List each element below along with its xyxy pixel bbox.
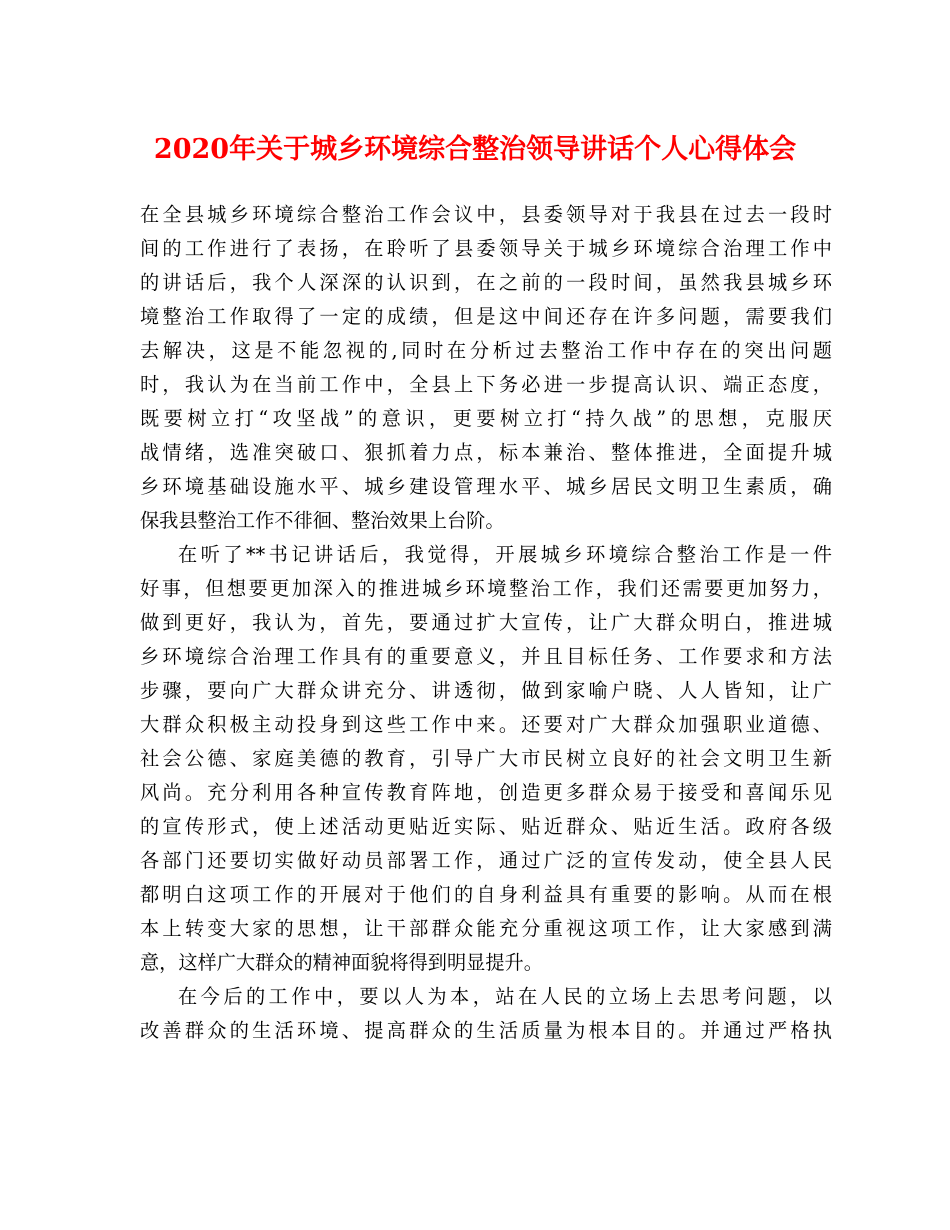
text-line: 做到更好，我认为，首先，要通过扩大宣传，让广大群众明白，推进城 — [140, 611, 832, 634]
text-line: 时，我认为在当前工作中，全县上下务必进一步提高认识、端正态度， — [140, 373, 832, 396]
text-line: 各部门还要切实做好动员部署工作，通过广泛的宣传发动，使全县人民 — [140, 849, 832, 872]
text-line: 意，这样广大群众的精神面貌将得到明显提升。 — [140, 951, 543, 974]
paragraph-1 — [140, 198, 832, 538]
text-line: 风尚。充分利用各种宣传教育阵地，创造更多群众易于接受和喜闻乐见 — [140, 781, 832, 804]
text-line: 大群众积极主动投身到这些工作中来。还要对广大群众加强职业道德、 — [140, 713, 832, 736]
text-line: 在全县城乡环境综合整治工作会议中，县委领导对于我县在过去一段时 — [140, 203, 832, 226]
document-body — [140, 198, 832, 1048]
text-line: 既要树立打“攻坚战”的意识，更要树立打“持久战”的思想，克服厌 — [140, 407, 832, 430]
paragraph-3 — [140, 980, 832, 1048]
text-line: 改善群众的生活环境、提高群众的生活质量为根本目的。并通过严格执 — [140, 1019, 832, 1042]
text-line: 社会公德、家庭美德的教育，引导广大市民树立良好的社会文明卫生新 — [140, 747, 832, 770]
paragraph-2 — [140, 538, 832, 980]
text-line: 步骤，要向广大群众讲充分、讲透彻，做到家喻户晓、人人皆知，让广 — [140, 679, 832, 702]
document-title: 2020年关于城乡环境综合整治领导讲话个人心得体会 — [153, 134, 797, 165]
text-line: 都明白这项工作的开展对于他们的自身利益具有重要的影响。从而在根 — [140, 883, 832, 906]
text-line: 在听了**书记讲话后，我觉得，开展城乡环境综合整治工作是一件 — [178, 543, 832, 566]
text-line: 战情绪，选准突破口、狠抓着力点，标本兼治、整体推进，全面提升城 — [140, 441, 832, 464]
text-line: 的宣传形式，使上述活动更贴近实际、贴近群众、贴近生活。政府各级 — [140, 815, 832, 838]
text-line: 乡环境综合治理工作具有的重要意义，并且目标任务、工作要求和方法 — [140, 645, 832, 668]
text-line: 乡环境基础设施水平、城乡建设管理水平、城乡居民文明卫生素质，确 — [140, 475, 832, 498]
text-line: 间的工作进行了表扬，在聆听了县委领导关于城乡环境综合治理工作中 — [140, 237, 832, 260]
text-line: 去解决，这是不能忽视的,同时在分析过去整治工作中存在的突出问题 — [140, 339, 832, 362]
text-line: 保我县整治工作不徘徊、整治效果上台阶。 — [140, 509, 505, 532]
text-line: 好事，但想要更加深入的推进城乡环境整治工作，我们还需要更加努力， — [140, 577, 832, 600]
text-line: 的讲话后，我个人深深的认识到，在之前的一段时间，虽然我县城乡环 — [140, 271, 832, 294]
text-line: 在今后的工作中，要以人为本，站在人民的立场上去思考问题，以 — [178, 985, 832, 1008]
text-line: 本上转变大家的思想，让干部群众能充分重视这项工作，让大家感到满 — [140, 917, 832, 940]
text-line: 境整治工作取得了一定的成绩，但是这中间还存在许多问题，需要我们 — [140, 305, 832, 328]
